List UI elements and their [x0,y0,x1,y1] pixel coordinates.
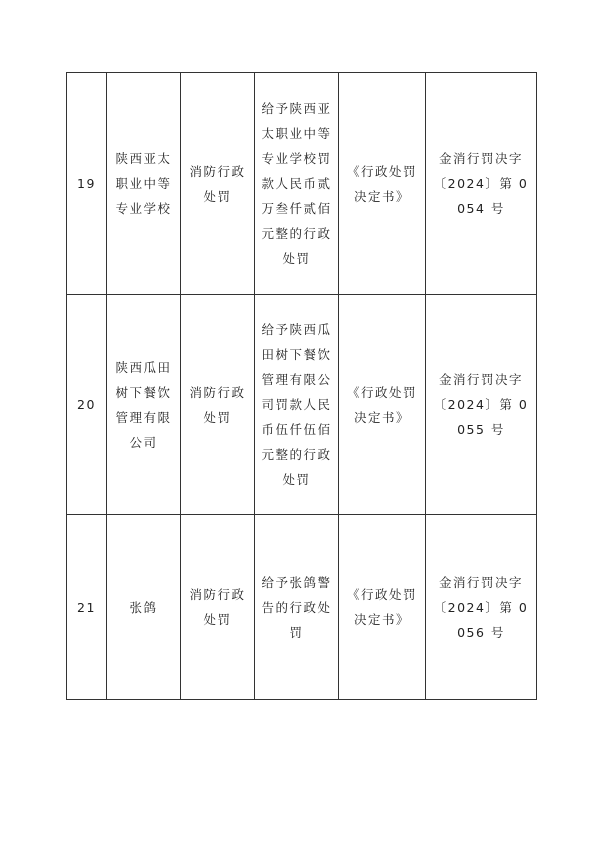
penalty-basis: 《行政处罚决定书》 [339,295,426,515]
penalty-content: 给予陕西瓜田树下餐饮管理有限公司罚款人民币伍仟伍佰元整的行政处罚 [255,295,339,515]
table-row [67,515,537,700]
penalty-content: 给予张鸽警告的行政处罚 [255,515,339,700]
penalty-content: 给予陕西亚太职业中等专业学校罚款人民币贰万叁仟贰佰元整的行政处罚 [255,73,339,295]
party-name: 张鸽 [107,515,181,700]
penalty-type: 消防行政处罚 [181,73,255,295]
table-row [67,295,537,515]
party-name: 陕西亚太职业中等专业学校 [107,73,181,295]
penalty-type: 消防行政处罚 [181,515,255,700]
table-row [67,73,537,295]
penalty-type: 消防行政处罚 [181,295,255,515]
decision-number: 金消行罚决字〔2024〕第 0056 号 [426,515,537,700]
row-number: 21 [67,515,107,700]
party-name: 陕西瓜田树下餐饮管理有限公司 [107,295,181,515]
decision-number: 金消行罚决字〔2024〕第 0054 号 [426,73,537,295]
penalty-basis: 《行政处罚决定书》 [339,73,426,295]
row-number: 20 [67,295,107,515]
row-number: 19 [67,73,107,295]
penalty-basis: 《行政处罚决定书》 [339,515,426,700]
decision-number: 金消行罚决字〔2024〕第 0055 号 [426,295,537,515]
penalty-table [66,72,537,700]
